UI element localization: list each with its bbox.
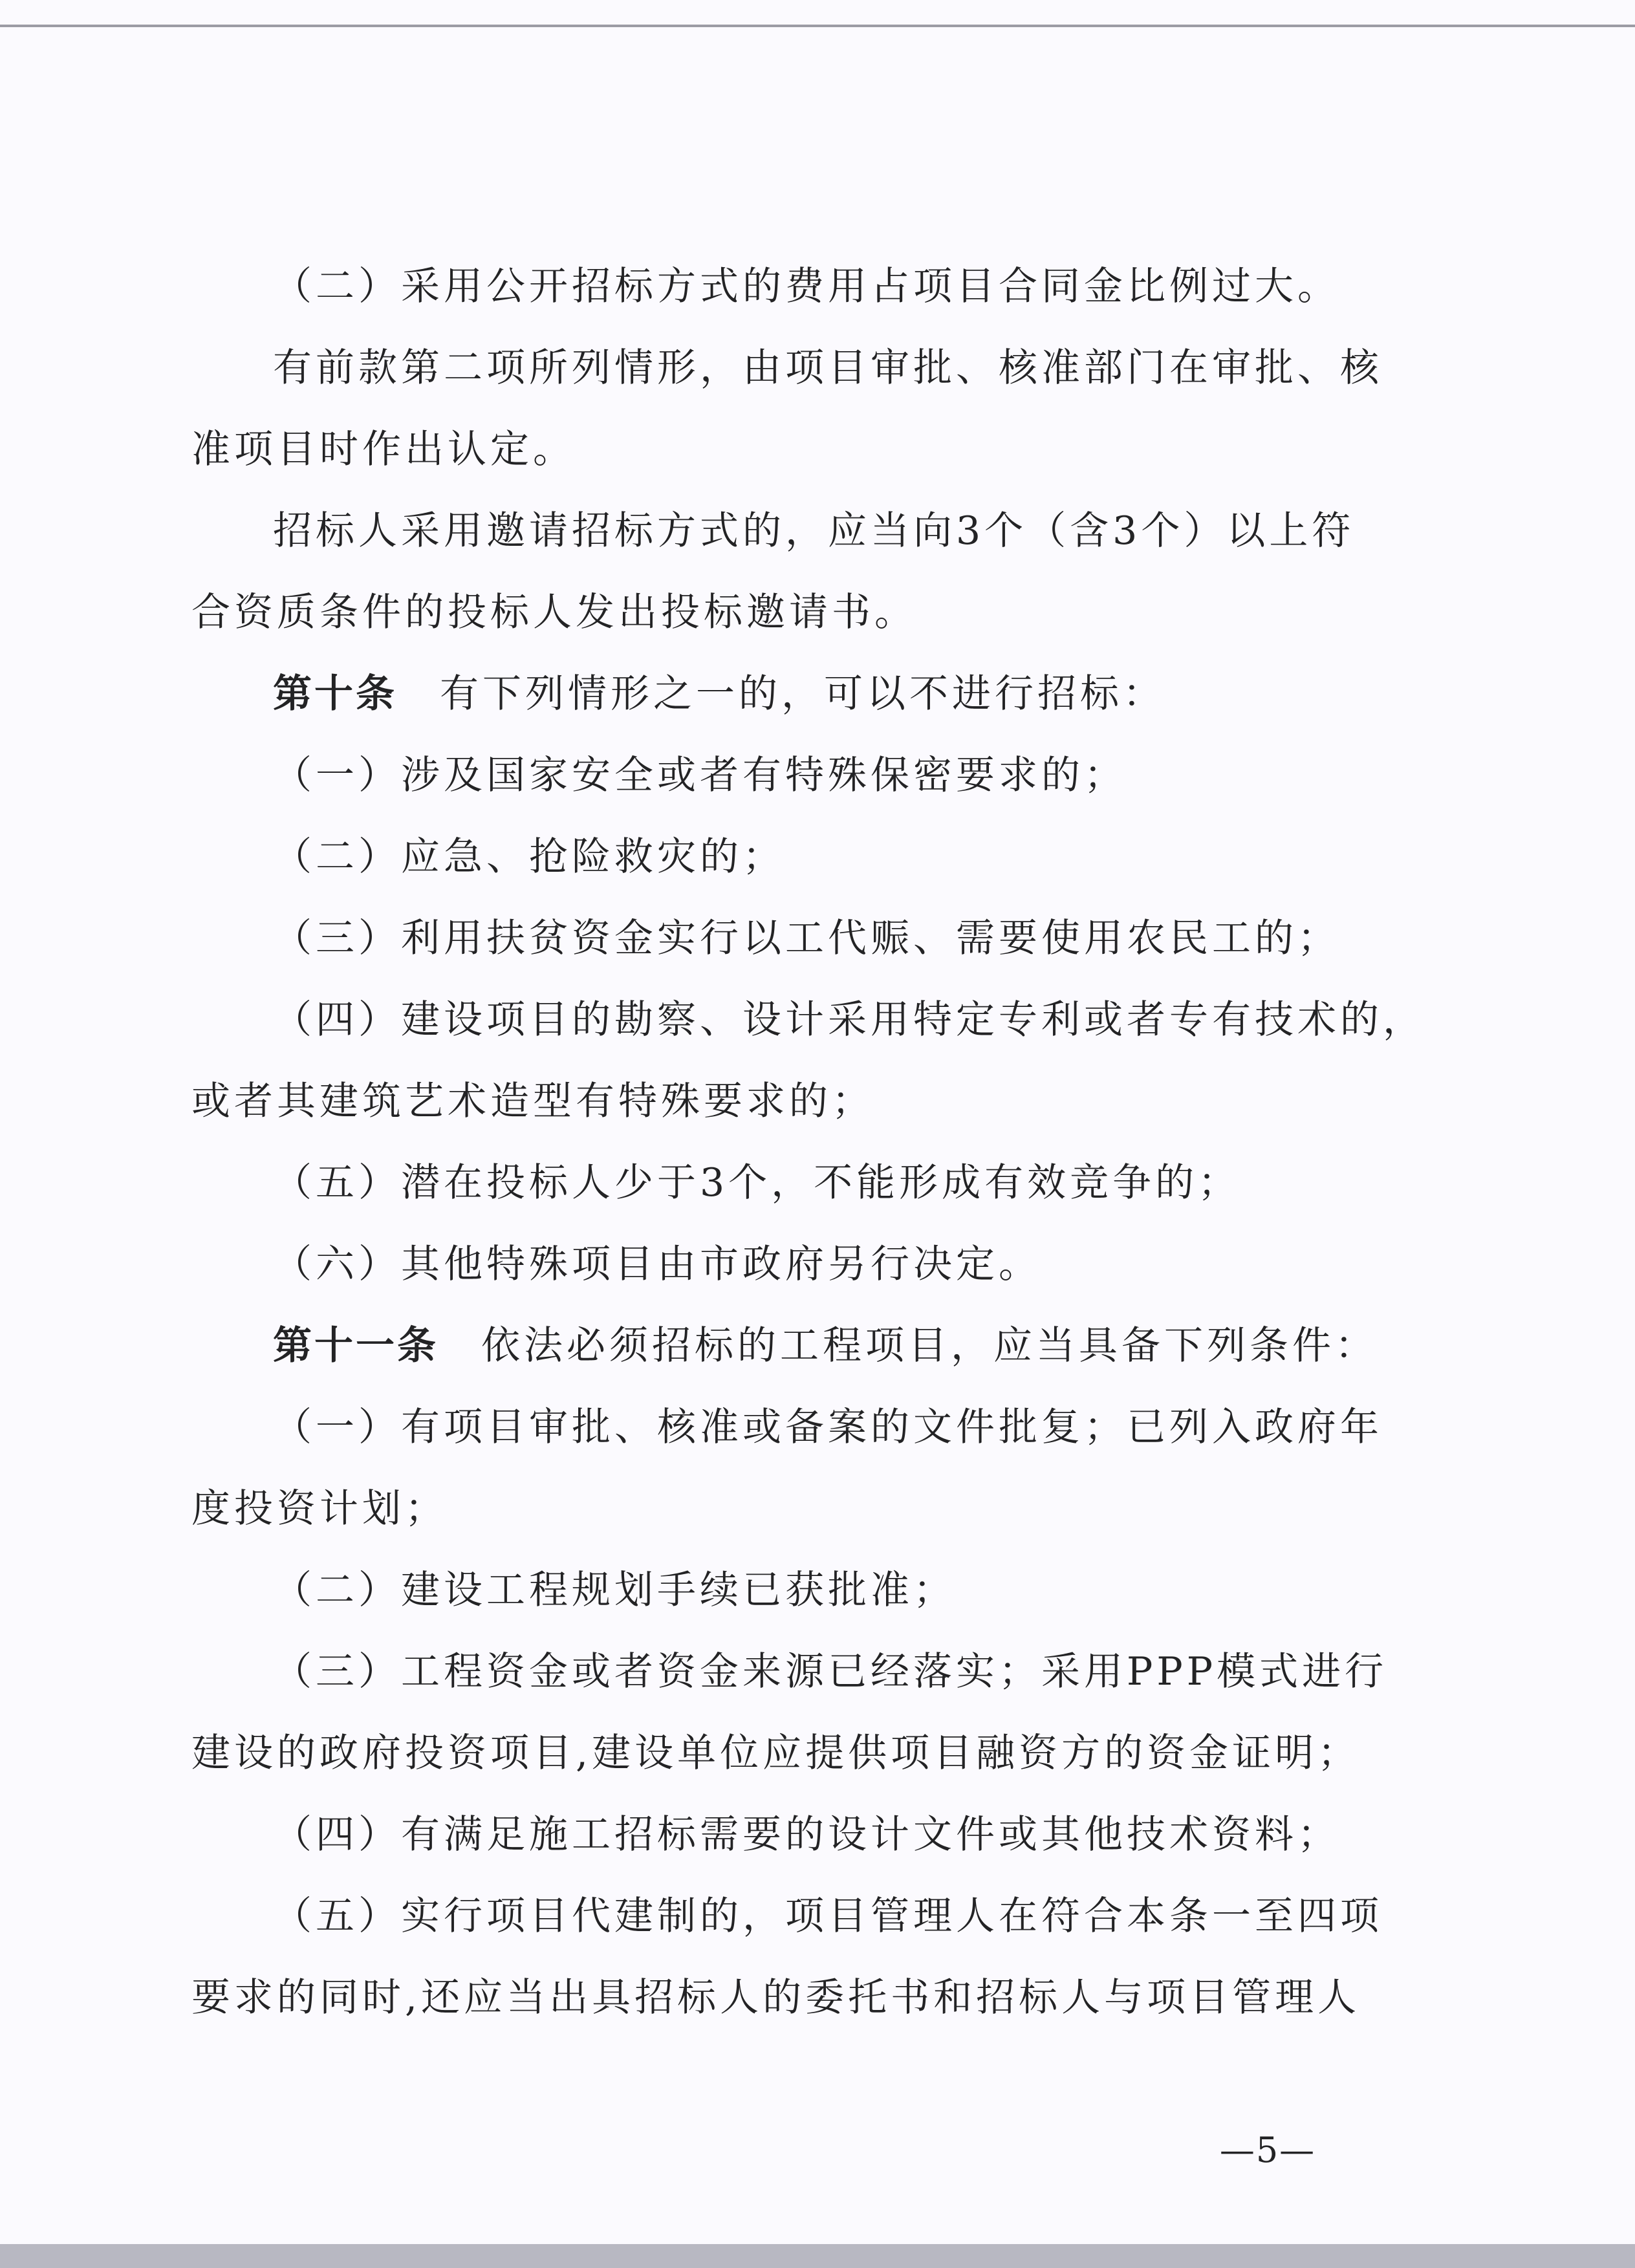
scan-edge-bottom <box>0 2244 1635 2268</box>
text-line: （三）利用扶贫资金实行以工代赈、需要使用农民工的； <box>273 916 1340 961</box>
text-line: 度投资计划； <box>191 1486 448 1531</box>
text-line: （一）有项目审批、核准或备案的文件批复；已列入政府年 <box>273 1405 1383 1450</box>
text-line: （四）建设项目的勘察、设计采用特定专利或者专有技术的， <box>273 997 1425 1042</box>
text-line: （二）应急、抢险救灾的； <box>273 834 785 880</box>
page-number: —5— <box>1219 2130 1316 2170</box>
text-line: 或者其建筑艺术造型有特殊要求的； <box>191 1079 874 1124</box>
text-line: （一）涉及国家安全或者有特殊保密要求的； <box>273 753 1127 798</box>
text-line: 准项目时作出认定。 <box>191 427 576 472</box>
article-text: 有下列情形之一的，可以不进行招标： <box>397 671 1165 717</box>
text-line: （五）实行项目代建制的，项目管理人在符合本条一至四项 <box>273 1894 1383 1939</box>
text-line: （六）其他特殊项目由市政府另行决定。 <box>273 1242 1041 1287</box>
text-line: （二）采用公开招标方式的费用占项目合同金比例过大。 <box>273 264 1340 309</box>
text-line: 合资质条件的投标人发出投标邀请书。 <box>191 590 917 635</box>
text-line: 要求的同时,还应当出具招标人的委托书和招标人与项目管理人 <box>191 1975 1361 2020</box>
scan-edge-top <box>0 25 1635 27</box>
article-text: 依法必须招标的工程项目，应当具备下列条件： <box>439 1323 1378 1368</box>
article-line <box>191 1305 1378 1387</box>
text-line: 建设的政府投资项目,建设单位应提供项目融资方的资金证明； <box>191 1731 1361 1776</box>
text-line: （二）建设工程规划手续已获批准； <box>273 1568 956 1613</box>
text-line: （四）有满足施工招标需要的设计文件或其他技术资料； <box>273 1812 1340 1857</box>
document-body <box>191 246 1425 2038</box>
article-line <box>191 653 1369 735</box>
text-line: 招标人采用邀请招标方式的，应当向3个（含3个）以上符 <box>273 508 1355 554</box>
article-heading: 第十条 <box>273 671 397 717</box>
text-line: 有前款第二项所列情形，由项目审批、核准部门在审批、核 <box>273 345 1383 391</box>
article-heading: 第十一条 <box>273 1323 439 1368</box>
text-line: （三）工程资金或者资金来源已经落实；采用PPP模式进行 <box>273 1649 1388 1694</box>
text-line: （五）潜在投标人少于3个，不能形成有效竞争的； <box>273 1160 1241 1205</box>
